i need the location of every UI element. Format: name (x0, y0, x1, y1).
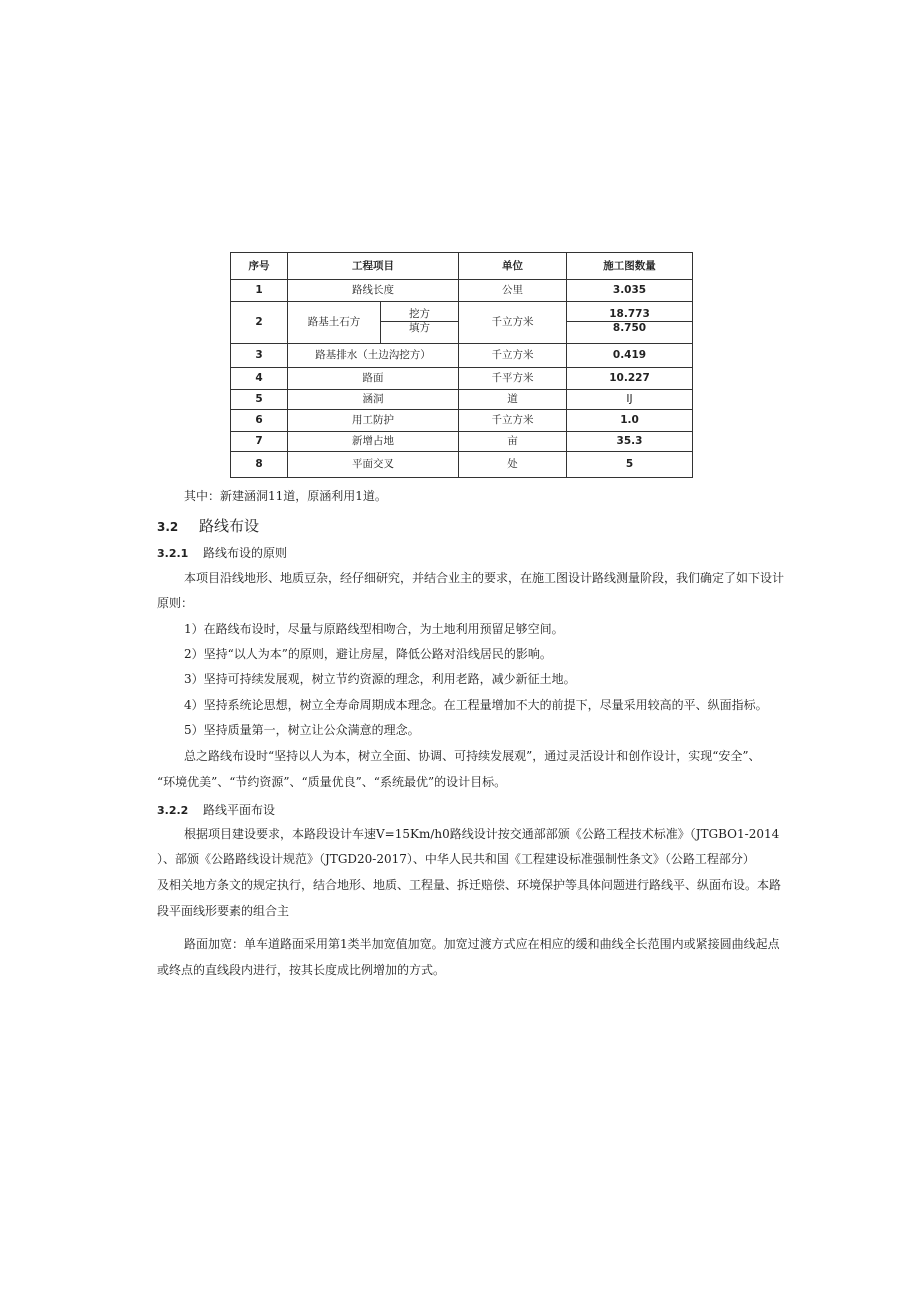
list-item: 5）坚持质量第一，树立让公众满意的理念。 (184, 723, 420, 737)
list-item: 1）在路线布设时，尽量与原路线型相吻合，为土地利用预留足够空间。 (184, 622, 564, 636)
paragraph-line: 及相关地方条文的规定执行，结合地形、地质、工程量、拆迁赔偿、环境保护等具体问题进行路线平、纵面布设。本路 (157, 878, 782, 892)
table-row: 填方 8.750 (231, 322, 693, 344)
section-number: 3.2.2 (157, 804, 189, 817)
section-heading-3-2-2 (157, 801, 275, 818)
table-row: 5 涵洞 道 IJ (231, 390, 693, 410)
section-heading-3-2-1 (157, 544, 287, 561)
paragraph-line: 原则： (157, 596, 194, 610)
paragraph-line: “环境优美”、“节约资源”、“质量优良”、“系统最优”的设计目标。 (157, 775, 507, 789)
paragraph-line: 路面加宽：单车道路面采用第1类半加宽值加宽。加宽过渡方式应在相应的缓和曲线全长范围内或紧接圆曲线起点 (184, 937, 780, 951)
table-row: 8 平面交叉 处 5 (231, 452, 693, 478)
header-unit: 单位 (459, 253, 567, 280)
table-row: 7 新增占地 亩 35.3 (231, 432, 693, 452)
header-seq: 序号 (231, 253, 288, 280)
paragraph-line: 根据项目建设要求，本路段设计车速V=15Km∕h0路线设计按交通部部颁《公路工程技术标准》（JTGBO1-2014 (184, 827, 780, 841)
section-title: 路线平面布设 (203, 803, 276, 817)
paragraph-line: 本项目沿线地形、地质豆杂，经仔细研究，并结合业主的要求，在施工图设计路线测量阶段，我们确定了如下设计 (184, 571, 785, 585)
list-item: 4）坚持系统论思想，树立全寿命周期成本理念。在工程量增加不大的前提下，尽量采用较高的平、纵面指标。 (184, 698, 768, 712)
paragraph-line: 总之路线布设时“坚持以人为本，树立全面、协调、可持续发展观”，通过灵活设计和创作设计，实现“安全”、 (184, 749, 761, 763)
table-note: 其中：新建涵洞11道，原涵利用1道。 (184, 489, 387, 503)
paragraph-line: ）、部颁《公路路线设计规范》（JTGD20-2017）、中华人民共和国《工程建设标准强制性条文》（公路工程部分） (157, 852, 755, 866)
list-item: 3）坚持可持续发展观，树立节约资源的理念，利用老路，减少新征土地。 (184, 672, 576, 686)
section-title: 路线布设 (199, 517, 260, 535)
header-qty: 施工图数量 (567, 253, 693, 280)
section-number: 3.2 (157, 520, 179, 534)
quantity-table (230, 252, 693, 478)
paragraph-line: 或终点的直线段内进行，按其长度成比例增加的方式。 (157, 963, 446, 977)
table-row: 2 路基土石方 挖方 千立方米 18.773 (231, 302, 693, 322)
header-item: 工程项目 (288, 253, 459, 280)
table-row: 6 用工防护 千立方米 1.0 (231, 410, 693, 432)
table-row: 4 路面 千平方米 10.227 (231, 368, 693, 390)
list-item: 2）坚持“以人为本”的原则，避让房屋，降低公路对沿线居民的影响。 (184, 647, 552, 661)
table-row: 1 路线长度 公里 3.035 (231, 280, 693, 302)
table-row: 3 路基排水（土边沟挖方） 千立方米 0.419 (231, 344, 693, 368)
paragraph-line: 段平面线形要素的组合主 (157, 904, 290, 918)
section-heading-3-2 (157, 515, 259, 536)
section-number: 3.2.1 (157, 547, 189, 560)
section-title: 路线布设的原则 (203, 546, 288, 560)
table-header-row (231, 253, 693, 280)
